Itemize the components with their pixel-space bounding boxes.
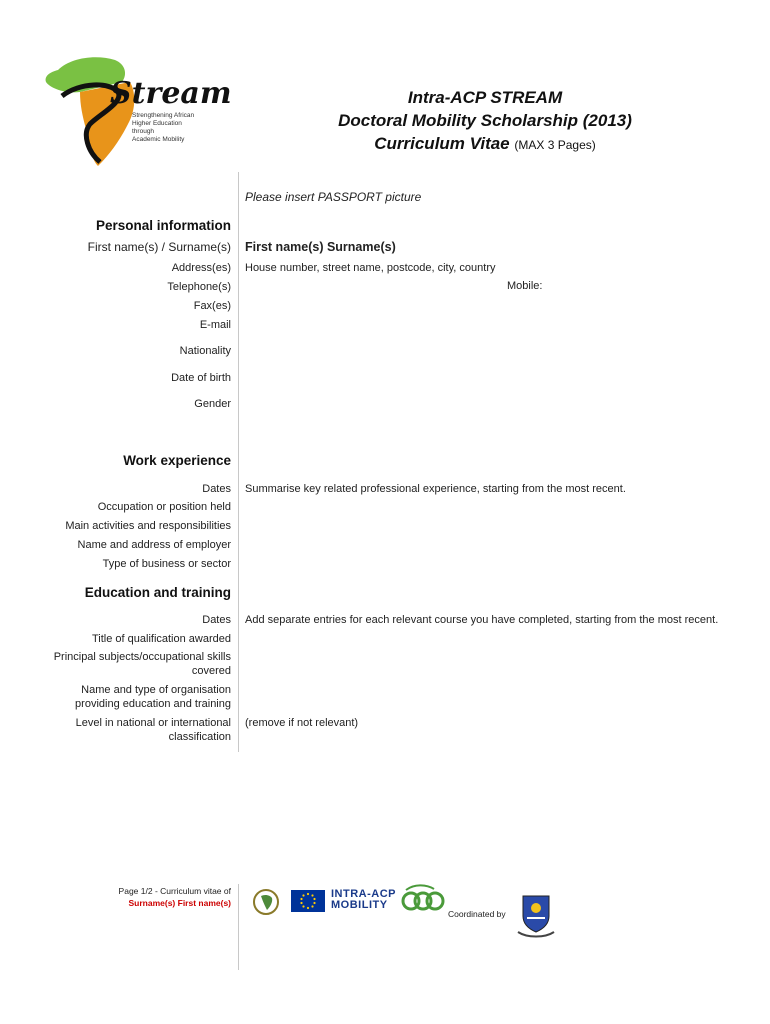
document-title [300,86,670,157]
address-label: Address(es) [171,262,231,274]
logo-tagline-3: Academic Mobility [132,136,185,143]
footer-page-text: Page 1/2 - Curriculum vitae of [118,886,231,896]
section-personal-information: Personal information [95,218,231,233]
intra-acp-line-2: MOBILITY [331,899,388,911]
nationality-label: Nationality [179,345,231,357]
level-value[interactable]: (remove if not relevant) [245,717,359,729]
level-label: Level in national or international classification [75,717,231,743]
footer-name-text: Surname(s) First name(s) [128,898,231,908]
african-union-emblem-icon [251,888,281,921]
dob-label: Date of birth [171,372,231,384]
coordinator-crest-icon [515,892,557,943]
subjects-label: Principal subjects/occupational skills covered [53,651,231,677]
intra-acp-line-1: INTRA-ACP [331,888,396,900]
section-education-training: Education and training [84,585,231,600]
occupation-label: Occupation or position held [97,501,231,513]
intra-acp-mobility-logo [331,889,396,911]
education-dates-value[interactable]: Add separate entries for each relevant course you have completed, starting from the most recent. [245,614,719,626]
name-value[interactable]: First name(s) Surname(s) [245,240,396,254]
acp-logo-icon [400,884,446,921]
logo-word: Stream [110,76,232,111]
coordinated-by-text: Coordinated by [448,909,506,919]
eu-flag-icon [291,890,325,917]
work-dates-value[interactable]: Summarise key related professional experience, starting from the most recent. [245,483,626,495]
qualification-label: Title of qualification awarded [91,633,231,645]
gender-label: Gender [194,398,231,410]
footer-divider [238,884,239,970]
title-line-1: Intra-ACP STREAM [407,88,563,107]
column-divider [238,172,239,752]
organisation-label: Name and type of organisation providing education and training [75,684,231,710]
mobile-label: Mobile: [507,280,543,292]
fax-label: Fax(es) [193,300,231,312]
telephone-label: Telephone(s) [167,281,231,293]
logo-tagline-1: Strengthening African [132,112,195,119]
section-work-experience: Work experience [123,453,231,468]
education-dates-label: Dates [202,614,231,626]
work-dates-label: Dates [202,483,231,495]
title-line-2: Doctoral Mobility Scholarship (2013) [338,111,632,130]
business-label: Type of business or sector [102,558,231,570]
logo-tagline-2: Higher Education through [132,120,182,135]
activities-label: Main activities and responsibilities [65,520,231,532]
email-label: E-mail [199,319,231,331]
name-label: First name(s) / Surname(s) [87,240,231,254]
employer-label: Name and address of employer [77,539,231,551]
address-value[interactable]: House number, street name, postcode, city, country [245,262,496,274]
title-line-3: Curriculum Vitae [374,134,510,153]
stream-logo [40,52,232,172]
passport-placeholder: Please insert PASSPORT picture [245,190,422,204]
page-limit-note: (MAX 3 Pages) [514,138,596,152]
